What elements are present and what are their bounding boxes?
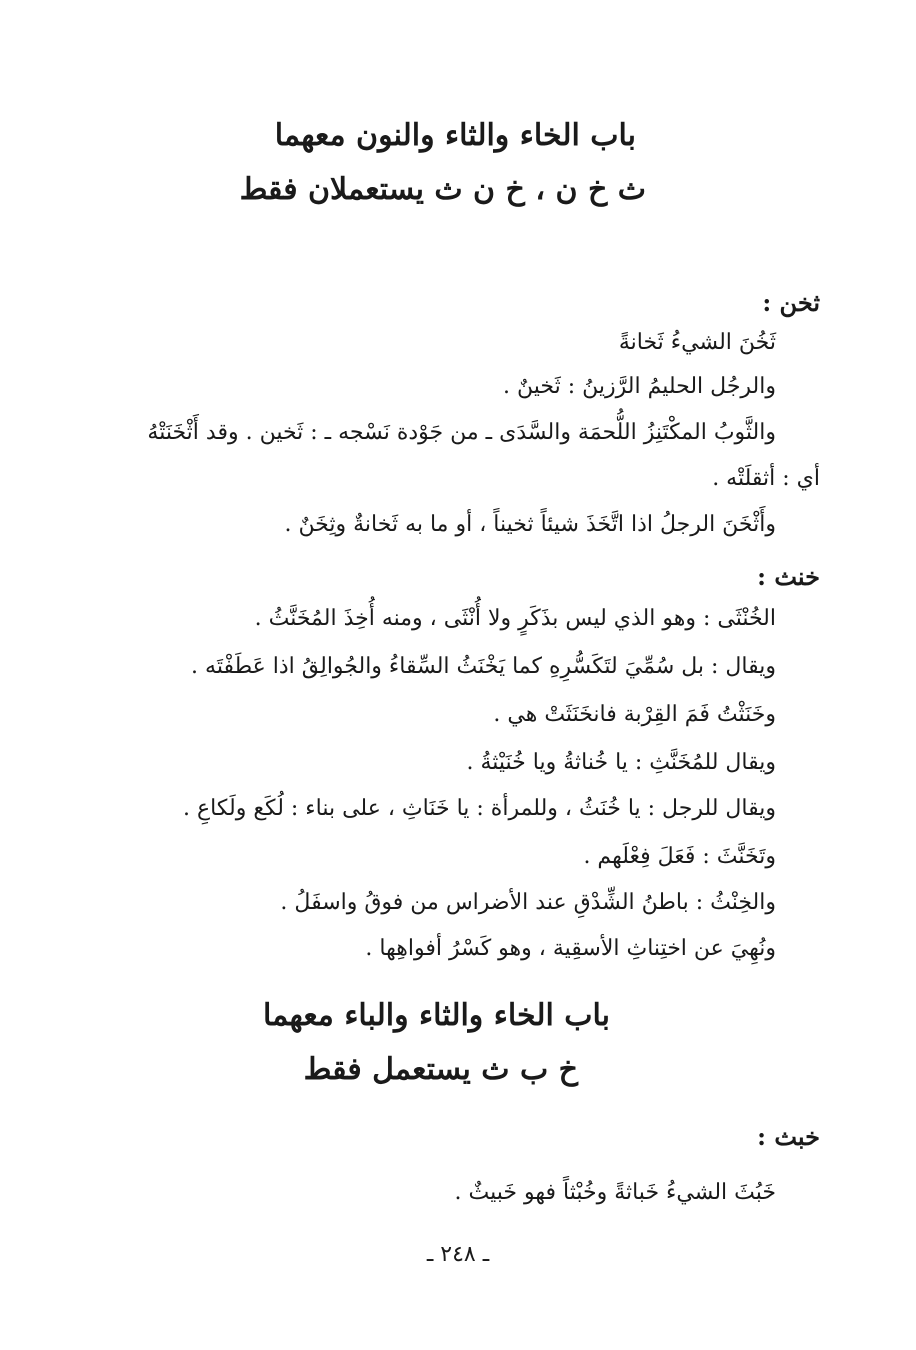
section-title: باب الخاء والثاء والباء معهما: [263, 998, 610, 1033]
entry-line: أي : أثقلَتْه .: [712, 466, 820, 491]
entry-line: والخِنْثُ : باطنُ الشِّدْقِ عند الأضراس من فوقُ واسفَلُ .: [280, 890, 776, 915]
entry-line: ويقال : بل سُمِّيَ لتَكَسُّرِهِ كما يَخْنَثُ السِّقاءُ والجُوالِقُ اذا عَطَفْتَه .: [191, 654, 776, 679]
root-label-thkhn: ثخن :: [762, 288, 820, 317]
entry-line: ويقال للرجل : يا خُنَثُ ، وللمرأة : يا خَنَاثِ ، على بناء : لُكَع ولَكاعِ .: [183, 796, 776, 821]
entry-line: والثَّوبُ المكْتَنِزُ اللُّحمَة والسَّدَى ـ من جَوْدة نَسْجه ـ : ثَخين . وقد أَثْخَنَتْهُ: [147, 420, 776, 445]
entry-line: ثَخُنَ الشيءُ ثَخانةً: [618, 330, 776, 355]
entry-line: وخَنَثْتُ فَمَ القِرْبة فانخَنَثَتْ هي .: [493, 702, 776, 727]
entry-line: ويقال للمُخَنَّثِ : يا خُناثةُ ويا خُنَيْثةُ .: [466, 750, 776, 775]
section-subtitle: ث خ ن ، خ ن ث يستعملان فقط: [239, 172, 646, 207]
entry-line: وتَخَنَّثَ : فَعَلَ فِعْلَهم .: [583, 844, 776, 869]
entry-line: ونُهِيَ عن اختِناثِ الأسقِية ، وهو كَسْرُ أفواهِها .: [365, 936, 776, 961]
entry-line: الخُنْثَى : وهو الذي ليس بذَكَرٍ ولا أُنْثَى ، ومنه أُخِذَ المُخَنَّثُ .: [254, 606, 776, 631]
section-title: باب الخاء والثاء والنون معهما: [274, 118, 636, 153]
section-subtitle: خ ب ث يستعمل فقط: [303, 1052, 578, 1087]
root-label-khnth: خنث :: [757, 562, 820, 591]
entry-line: والرجُل الحليمُ الرَّزينُ : ثَخينٌ .: [503, 374, 776, 399]
page-number: ـ ٢٤٨ ـ: [426, 1242, 490, 1267]
entry-line: وأَثْخَنَ الرجلُ اذا اتَّخَذَ شيئاً ثخيناً ، أو ما به ثَخانةٌ وثِخَنٌ .: [284, 512, 776, 537]
root-label-khbth: خبث :: [757, 1122, 820, 1151]
entry-line: خَبُثَ الشيءُ خَباثةً وخُبْثاً فهو خَبيثٌ .: [454, 1180, 776, 1205]
